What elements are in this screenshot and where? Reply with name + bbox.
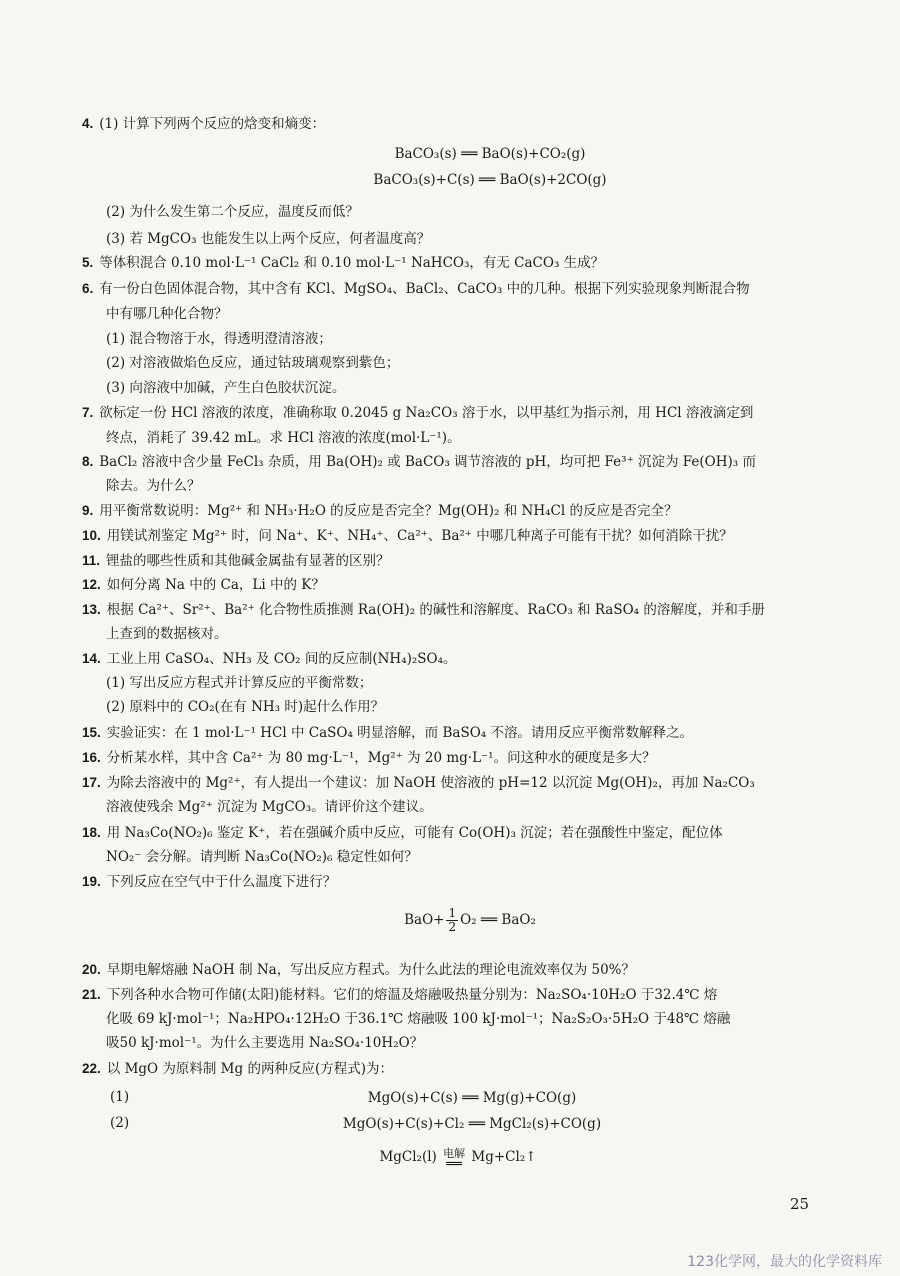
question-6: 6. 有一份白色固体混合物，其中含有 KCl、MgSO₄、BaCl₂、CaCO₃ 中的几种。根据下列实验现象判断混合物 <box>82 281 750 297</box>
question-11: 11. 锂盐的哪些性质和其他碱金属盐有显著的区别？ <box>82 553 390 569</box>
question-17: 17. 为除去溶液中的 Mg²⁺，有人提出一个建议：加 NaOH 使溶液的 pH=12 以沉淀 Mg(OH)₂，再加 Na₂CO₃ <box>82 775 755 791</box>
q14-sub-1: (1) 写出反应方程式并计算反应的平衡常数； <box>106 675 373 691</box>
q8-line-2: 除去。为什么？ <box>106 478 201 494</box>
q17-line-2: 溶液使残余 Mg²⁺ 沉淀为 MgCO₃。请评价这个建议。 <box>106 799 433 815</box>
question-12: 12. 如何分离 Na 中的 Ca，Li 中的 K？ <box>82 577 325 593</box>
question-22: 22. 以 MgO 为原料制 Mg 的两种反应(方程式)为： <box>82 1061 393 1077</box>
watermark-footer: 123化学网，最大的化学资料库 <box>687 1254 882 1270</box>
q4-equation-1: BaCO₃(s) ══ BaO(s)+CO₂(g) <box>394 146 586 162</box>
question-10: 10. 用镁试剂鉴定 Mg²⁺ 时，问 Na⁺、K⁺、NH₄⁺、Ca²⁺、Ba²⁺ 中哪几种离子可能有干扰？如何消除干扰？ <box>82 528 733 544</box>
q7-line-2: 终点，消耗了 39.42 mL。求 HCl 溶液的浓度(mol·L⁻¹)。 <box>106 430 461 446</box>
q21-line-2: 化吸 69 kJ·mol⁻¹；Na₂HPO₄·12H₂O 于36.1℃ 熔融吸 100 kJ·mol⁻¹；Na₂S₂O₃·5H₂O 于48℃ 熔融 <box>106 1011 731 1027</box>
q6-line-2: 中有哪几种化合物？ <box>106 306 228 322</box>
q6-sub-1: (1) 混合物溶于水，得透明澄清溶液； <box>106 331 332 347</box>
q4-sub-3: (3) 若 MgCO₃ 也能发生以上两个反应，何者温度高？ <box>106 231 431 247</box>
question-15: 15. 实验证实：在 1 mol·L⁻¹ HCl 中 CaSO₄ 明显溶解，而 BaSO₄ 不溶。请用反应平衡常数解释之。 <box>82 725 693 741</box>
q18-line-2: NO₂⁻ 会分解。请判断 Na₃Co(NO₂)₆ 稳定性如何？ <box>106 849 418 865</box>
question-9: 9. 用平衡常数说明：Mg²⁺ 和 NH₃·H₂O 的反应是否完全？Mg(OH)₂ 和 NH₄Cl 的反应是否完全？ <box>82 503 678 519</box>
question-13: 13. 根据 Ca²⁺、Sr²⁺、Ba²⁺ 化合物性质推测 Ra(OH)₂ 的碱性和溶解度、RaCO₃ 和 RaSO₄ 的溶解度，并和手册 <box>82 602 765 618</box>
fraction-one-half: $\frac{1}{2}$ <box>448 906 457 934</box>
q6-sub-3: (3) 向溶液中加碱，产生白色胶状沉淀。 <box>106 380 346 396</box>
q22-label-2: (2) <box>110 1115 130 1131</box>
q13-line-2: 上查到的数据核对。 <box>106 626 228 642</box>
question-18: 18. 用 Na₃Co(NO₂)₆ 鉴定 K⁺，若在强碱介质中反应，可能有 Co(OH)₃ 沉淀；若在强酸性中鉴定，配位体 <box>82 825 723 841</box>
q4-equation-2: BaCO₃(s)+C(s) ══ BaO(s)+2CO(g) <box>373 172 607 188</box>
q14-sub-2: (2) 原料中的 CO₂(在有 NH₃ 时)起什么作用？ <box>106 699 385 715</box>
q4-sub-2: (2) 为什么发生第二个反应，温度反而低？ <box>106 204 359 220</box>
q22-equation-2: MgO(s)+C(s)+Cl₂ ══ MgCl₂(s)+CO(g) <box>342 1116 602 1132</box>
page-number: 25 <box>790 1195 810 1213</box>
question-4: 4. (1) 计算下列两个反应的焓变和熵变： <box>82 116 326 132</box>
question-7: 7. 欲标定一份 HCl 溶液的浓度，准确称取 0.2045 g Na₂CO₃ 溶于水，以甲基红为指示剂，用 HCl 溶液滴定到 <box>82 405 754 421</box>
question-20: 20. 早期电解熔融 NaOH 制 Na，写出反应方程式。为什么此法的理论电流效率仅为 50%？ <box>82 962 636 978</box>
q22-equation-3: MgCl₂(l) 电解 ══ Mg+Cl₂↑ <box>379 1147 537 1172</box>
q21-line-3: 吸50 kJ·mol⁻¹。为什么主要选用 Na₂SO₄·10H₂O？ <box>106 1035 424 1051</box>
question-14: 14. 工业上用 CaSO₄、NH₃ 及 CO₂ 间的反应制(NH₄)₂SO₄。 <box>82 651 457 667</box>
question-5: 5. 等体积混合 0.10 mol·L⁻¹ CaCl₂ 和 0.10 mol·L⁻¹ NaHCO₃，有无 CaCO₃ 生成？ <box>82 255 605 271</box>
question-16: 16. 分析某水样，其中含 Ca²⁺ 为 80 mg·L⁻¹，Mg²⁺ 为 20 mg·L⁻¹。问这种水的硬度是多大？ <box>82 750 656 766</box>
electrolysis-arrow: 电解 ══ <box>443 1147 466 1172</box>
question-8: 8. BaCl₂ 溶液中含少量 FeCl₃ 杂质，用 Ba(OH)₂ 或 BaCO₃ 调节溶液的 pH，均可把 Fe³⁺ 沉淀为 Fe(OH)₃ 而 <box>82 454 756 470</box>
question-19: 19. 下列反应在空气中于什么温度下进行？ <box>82 874 337 890</box>
q22-label-1: (1) <box>110 1089 130 1105</box>
q19-equation: BaO+ $\frac{1}{2}$ O₂ ══ BaO₂ <box>404 906 536 934</box>
q22-equation-1: MgO(s)+C(s) ══ Mg(g)+CO(g) <box>367 1090 577 1106</box>
q6-sub-2: (2) 对溶液做焰色反应，通过钴玻璃观察到紫色； <box>106 355 400 371</box>
question-21: 21. 下列各种水合物可作储(太阳)能材料。它们的熔温及熔融吸热量分别为：Na₂SO₄·10H₂O 于32.4℃ 熔 <box>82 987 718 1003</box>
